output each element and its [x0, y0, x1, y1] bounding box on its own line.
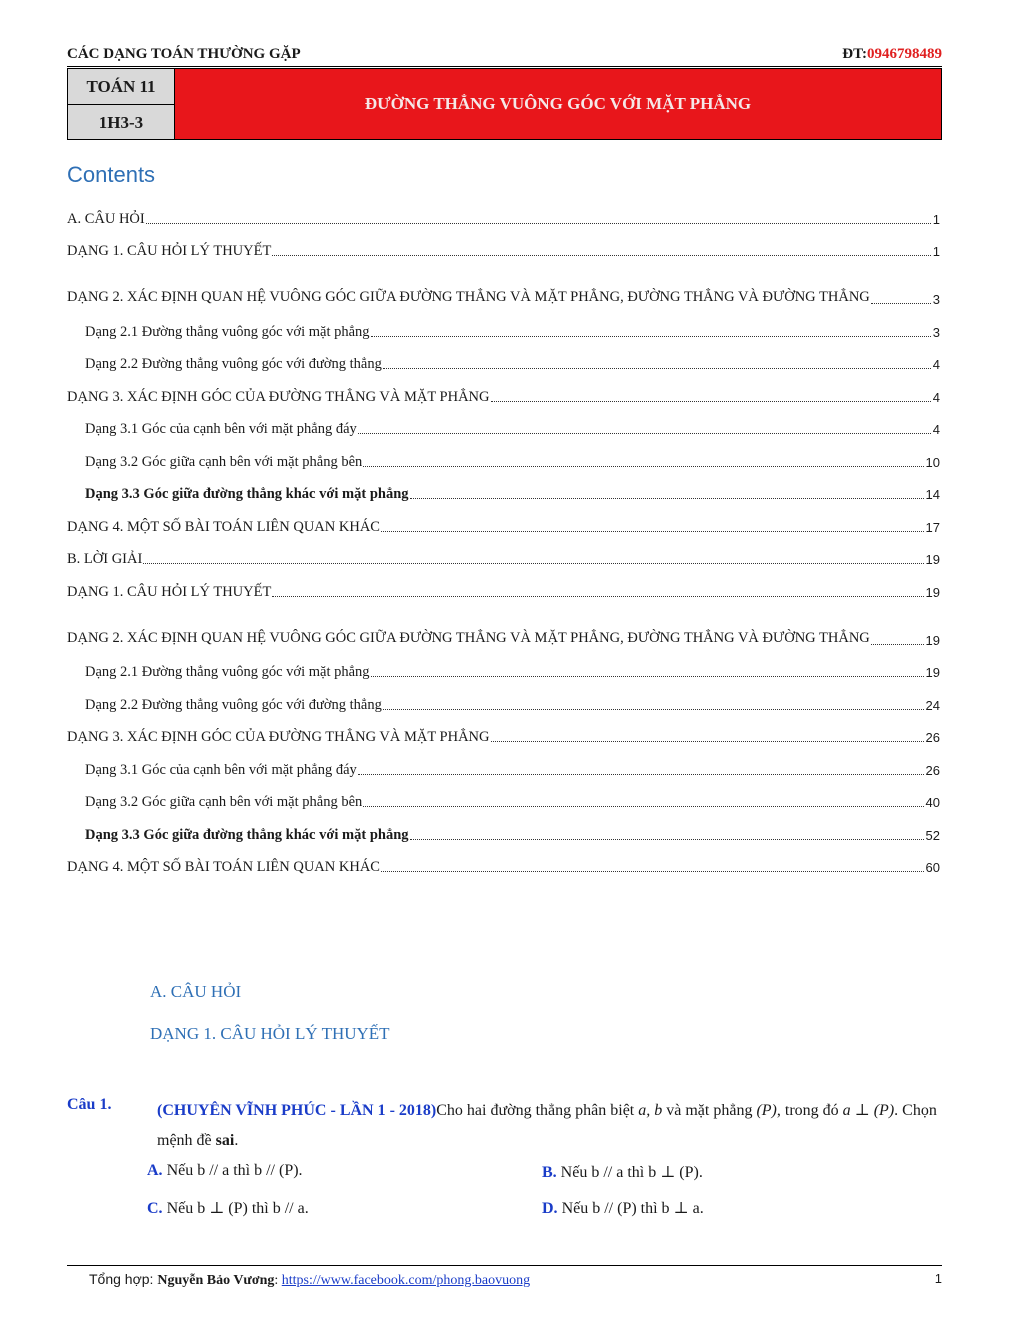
- option-label: A.: [147, 1162, 163, 1179]
- question-stem: [157, 1096, 957, 1156]
- toc-entry[interactable]: [67, 308, 940, 341]
- option-text: Nếu b // a thì b // (P).: [166, 1162, 303, 1179]
- toc-entry[interactable]: [67, 681, 940, 714]
- contents-heading: Contents: [67, 162, 156, 187]
- toc-entry-text: Dạng 2.2 Đường thẳng vuông góc với đường thẳng: [85, 356, 382, 372]
- toc-page-number: 1: [932, 244, 940, 259]
- toc-entry[interactable]: [67, 746, 940, 779]
- toc-entry[interactable]: [67, 568, 940, 601]
- toc-entry-text: DẠNG 1. CÂU HỎI LÝ THUYẾT: [67, 243, 272, 259]
- author-name: Nguyễn Bảo Vương: [157, 1273, 275, 1288]
- toc-entry-text: DẠNG 2. XÁC ĐỊNH QUAN HỆ VUÔNG GÓC GIỮA ĐƯỜNG THẲNG VÀ MẶT PHẲNG, ĐƯỜNG THẲNG VÀ ĐƯỜNG THẲNG: [67, 289, 870, 305]
- page-footer: [67, 1265, 942, 1288]
- toc-entry[interactable]: [67, 373, 940, 406]
- toc-entry[interactable]: [67, 536, 940, 569]
- toc-entry[interactable]: [67, 649, 940, 682]
- option-label: C.: [147, 1200, 163, 1217]
- toc-entry-text: A. CÂU HỎI: [67, 210, 145, 227]
- toc-page-number: 40: [925, 795, 940, 810]
- stem-bold: sai: [215, 1132, 235, 1149]
- toc-entry-text: DẠNG 2. XÁC ĐỊNH QUAN HỆ VUÔNG GÓC GIỮA ĐƯỜNG THẲNG VÀ MẶT PHẲNG, ĐƯỜNG THẲNG VÀ ĐƯỜNG THẲNG: [67, 629, 870, 646]
- toc-leader-dots: [871, 303, 931, 304]
- stem-condition: a ⊥ (P): [842, 1102, 895, 1119]
- toc-entry-text: Dạng 3.3 Góc giữa đường thẳng khác với mặt phẳng: [85, 826, 409, 843]
- stem-vars: a, b: [638, 1102, 663, 1119]
- toc-entry[interactable]: [67, 811, 940, 844]
- section-a-heading[interactable]: A. CÂU HỎI: [150, 982, 242, 1001]
- toc-entry[interactable]: [67, 260, 940, 308]
- table-of-contents: [67, 195, 940, 876]
- facebook-link[interactable]: https://www.facebook.com/phong.baovuong: [281, 1273, 531, 1288]
- toc-leader-dots: [491, 741, 924, 742]
- toc-entry-text: DẠNG 4. MỘT SỐ BÀI TOÁN LIÊN QUAN KHÁC: [67, 859, 380, 875]
- option-text: Nếu b // (P) thì b ⊥ a.: [561, 1200, 704, 1217]
- toc-page-number: 4: [932, 389, 940, 405]
- toc-page-number: 4: [932, 357, 940, 372]
- toc-page-number: 1: [932, 211, 940, 227]
- toc-page-number: 14: [925, 487, 940, 502]
- toc-leader-dots: [358, 433, 931, 434]
- stem-plane: (P): [756, 1102, 777, 1119]
- toc-page-number: 3: [932, 292, 940, 307]
- question-number: Câu 1.: [67, 1096, 112, 1113]
- footer-credit: [89, 1271, 530, 1289]
- toc-leader-dots: [272, 255, 930, 256]
- toc-entry-text: Dạng 2.2 Đường thẳng vuông góc với đường thẳng: [85, 696, 382, 713]
- stem-text: .: [234, 1132, 239, 1149]
- toc-leader-dots: [410, 839, 924, 840]
- chapter-title: ĐƯỜNG THẲNG VUÔNG GÓC VỚI MẶT PHẲNG: [175, 69, 941, 139]
- title-box: [67, 68, 942, 140]
- footer-label: Tổng hợp:: [89, 1271, 158, 1287]
- toc-leader-dots: [143, 563, 923, 564]
- toc-entry[interactable]: [67, 471, 940, 504]
- toc-entry-text: B. LỜI GIẢI: [67, 551, 143, 567]
- toc-entry-text: DẠNG 1. CÂU HỎI LÝ THUYẾT: [67, 583, 272, 600]
- phone-label: ĐT:: [842, 46, 867, 62]
- title-meta: [68, 69, 175, 139]
- toc-entry[interactable]: [67, 195, 940, 228]
- option-a[interactable]: [147, 1162, 303, 1180]
- toc-entry[interactable]: [67, 714, 940, 747]
- toc-entry[interactable]: [67, 341, 940, 374]
- toc-page-number: 52: [925, 827, 940, 843]
- toc-page-number: 4: [932, 422, 940, 437]
- stem-text: và mặt phẳng: [662, 1102, 757, 1119]
- toc-entry-text: Dạng 3.3 Góc giữa đường thẳng khác với mặt phẳng: [85, 486, 409, 502]
- header-left-title: CÁC DẠNG TOÁN THƯỜNG GẶP: [67, 46, 301, 62]
- footer-separator: :: [274, 1273, 282, 1288]
- page-header: [67, 44, 942, 67]
- stem-text: . Chọn mệnh đề: [157, 1102, 937, 1149]
- toc-entry[interactable]: [67, 601, 940, 649]
- toc-entry-text: DẠNG 3. XÁC ĐỊNH GÓC CỦA ĐƯỜNG THẲNG VÀ MẶT PHẲNG: [67, 388, 490, 405]
- toc-leader-dots: [871, 644, 924, 645]
- toc-leader-dots: [146, 223, 931, 224]
- toc-leader-dots: [371, 676, 924, 677]
- toc-entry-text: Dạng 2.1 Đường thẳng vuông góc với mặt phẳng: [85, 664, 370, 680]
- toc-page-number: 19: [925, 584, 940, 600]
- stem-text: , trong đó: [776, 1102, 843, 1119]
- toc-leader-dots: [491, 401, 931, 402]
- toc-leader-dots: [371, 336, 931, 337]
- toc-entry[interactable]: [67, 406, 940, 439]
- toc-entry-text: Dạng 3.1 Góc của cạnh bên với mặt phẳng đáy: [85, 421, 357, 437]
- toc-page-number: 19: [925, 552, 940, 567]
- toc-page-number: 3: [932, 324, 940, 340]
- toc-leader-dots: [383, 368, 931, 369]
- toc-entry[interactable]: [67, 844, 940, 877]
- toc-page-number: 17: [925, 519, 940, 535]
- toc-entry-text: DẠNG 4. MỘT SỐ BÀI TOÁN LIÊN QUAN KHÁC: [67, 518, 380, 535]
- toc-entry[interactable]: [67, 779, 940, 812]
- toc-entry-text: Dạng 3.2 Góc giữa cạnh bên với mặt phẳng bên: [85, 794, 363, 810]
- toc-leader-dots: [358, 774, 924, 775]
- toc-entry[interactable]: [67, 228, 940, 261]
- option-b[interactable]: [542, 1162, 703, 1182]
- toc-entry-text: Dạng 3.2 Góc giữa cạnh bên với mặt phẳng bên: [85, 453, 363, 470]
- toc-entry[interactable]: [67, 438, 940, 471]
- option-text: Nếu b ⊥ (P) thì b // a.: [166, 1200, 309, 1217]
- toc-leader-dots: [363, 806, 923, 807]
- phone-number: 0946798489: [867, 46, 942, 62]
- toc-page-number: 24: [925, 697, 940, 713]
- toc-page-number: 10: [925, 454, 940, 470]
- section-dang1-heading[interactable]: DẠNG 1. CÂU HỎI LÝ THUYẾT: [150, 1024, 390, 1043]
- toc-entry-text: DẠNG 3. XÁC ĐỊNH GÓC CỦA ĐƯỜNG THẲNG VÀ MẶT PHẲNG: [67, 729, 490, 745]
- toc-page-number: 19: [925, 665, 940, 680]
- toc-leader-dots: [410, 498, 924, 499]
- option-label: B.: [542, 1164, 557, 1181]
- toc-page-number: 26: [925, 762, 940, 778]
- toc-leader-dots: [383, 709, 924, 710]
- grade-label: TOÁN 11: [68, 69, 174, 105]
- toc-leader-dots: [272, 596, 923, 597]
- toc-page-number: 26: [925, 730, 940, 745]
- toc-leader-dots: [381, 531, 924, 532]
- page-number: 1: [934, 1271, 942, 1286]
- toc-entry-text: Dạng 3.1 Góc của cạnh bên với mặt phẳng đáy: [85, 761, 357, 778]
- toc-page-number: 60: [925, 860, 940, 875]
- stem-text: Cho hai đường thẳng phân biệt: [436, 1102, 639, 1119]
- toc-leader-dots: [363, 466, 923, 467]
- header-phone: [842, 46, 942, 63]
- toc-entry[interactable]: [67, 503, 940, 536]
- option-c[interactable]: [147, 1198, 309, 1218]
- toc-leader-dots: [381, 871, 924, 872]
- toc-entry-text: Dạng 2.1 Đường thẳng vuông góc với mặt phẳng: [85, 323, 370, 340]
- code-label: 1H3-3: [98, 112, 144, 132]
- toc-page-number: 19: [925, 632, 940, 648]
- question-source: (CHUYÊN VĨNH PHÚC - LẦN 1 - 2018): [157, 1102, 437, 1119]
- option-d[interactable]: [542, 1198, 704, 1218]
- option-text: Nếu b // a thì b ⊥ (P).: [560, 1164, 703, 1181]
- option-label: D.: [542, 1200, 558, 1217]
